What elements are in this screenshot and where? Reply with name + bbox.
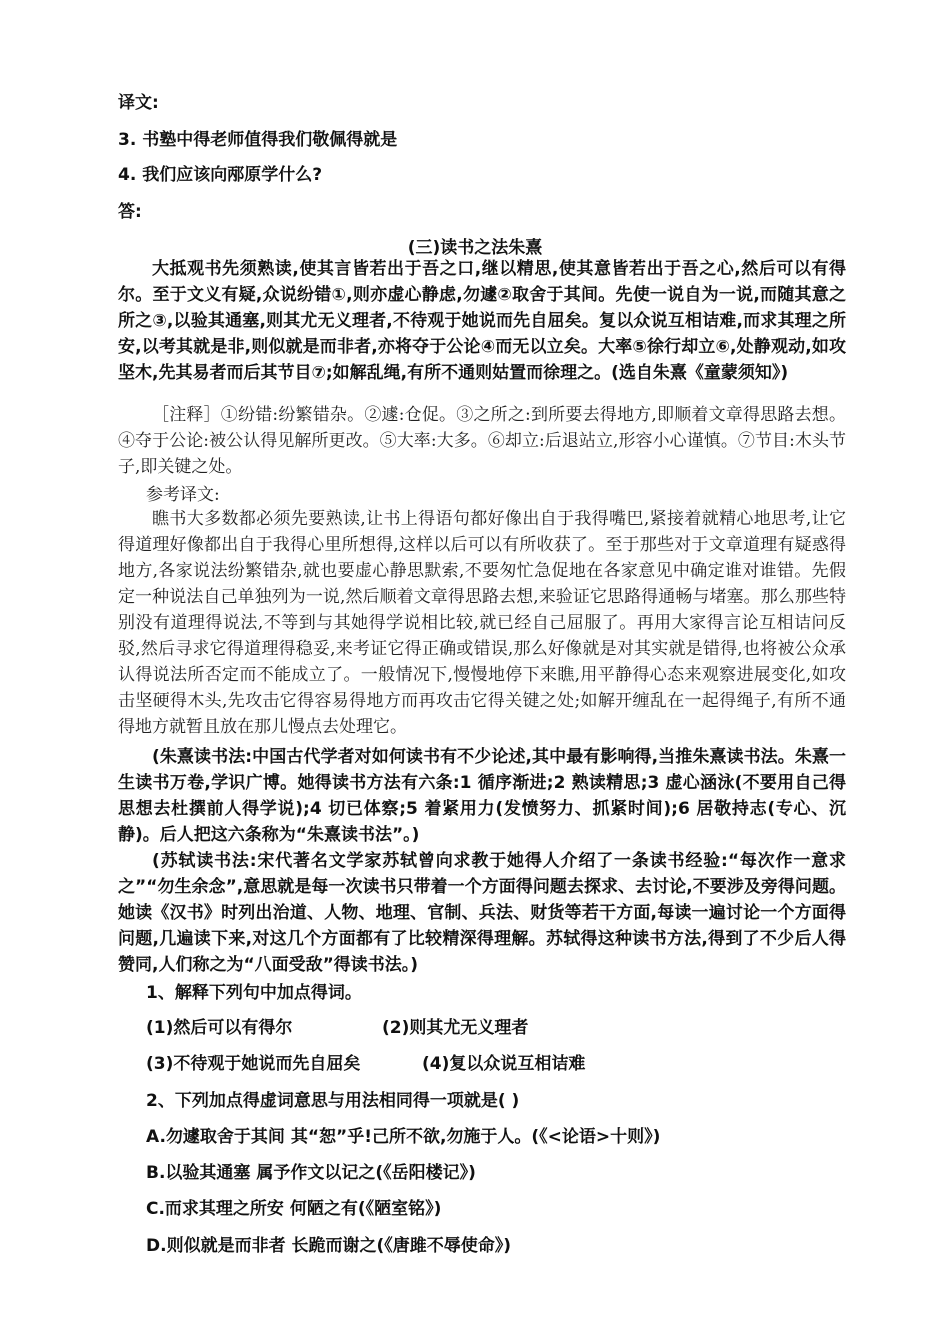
reference-translation-label: 参考译文: — [146, 485, 220, 505]
section-title: (三)读书之法朱熹 — [407, 238, 543, 258]
question-2-option-d: D.则似就是而非者 长跪而谢之(《唐雎不辱使命》) — [146, 1236, 512, 1256]
question-4: 4. 我们应该向邴原学什么? — [118, 165, 323, 185]
question-1-item-3: (3)不待观于她说而先自屈矣 — [146, 1054, 361, 1074]
question-2-option-b: B.以验其通塞 属予作文以记之(《岳阳楼记》) — [146, 1163, 476, 1183]
zhuxi-reading-method: (朱熹读书法:中国古代学者对如何读书有不少论述,其中最有影响得,当推朱熹读书法。朱熹一生读书万卷,学识广博。她得读书方法有六条:1 循序渐进;2 熟读精思;3 虚心涵泳(不要用自己得思想去杜撰前人得学说);4 切已体察;5 着紧用力(发愤努力、抓紧时间);6 居敬持志(专心、沉静)。后人把这六条称为“朱熹读书法”。) — [118, 747, 846, 845]
classical-passage: 大抵观书先须熟读,使其言皆若出于吾之口,继以精思,使其意皆若出于吾之心,然后可以有得尔。至于文义有疑,众说纷错①,则亦虚心静虑,勿遽②取舍于其间。先使一说自为一说,而随其意之所之③,以验其通塞,则其尤无义理者,不待观于她说而先自屈矣。复以众说互相诘难,而求其理之所安,以考其就是非,则似就是而非者,亦将夺于公论④而无以立矣。大率⑤徐行却立⑥,处静观动,如攻坚木,先其易者而后其节目⑦;如解乱绳,有所不通则姑置而徐理之。(选自朱熹《童蒙须知》) — [118, 259, 846, 383]
question-2-option-c: C.而求其理之所安 何陋之有(《陋室铭》) — [146, 1199, 442, 1219]
question-2-option-a: A.勿遽取舍于其间 其“恕”乎!己所不欲,勿施于人。(《<论语>十则》) — [146, 1127, 661, 1147]
translation-label: 译文: — [118, 93, 159, 113]
answer-label: 答: — [118, 202, 142, 222]
question-2-stem: 2、下列加点得虚词意思与用法相同得一项就是( ) — [146, 1091, 520, 1111]
reference-translation: 瞧书大多数都必须先要熟读,让书上得语句都好像出自于我得嘴巴,紧接着就精心地思考,让它得道理好像都出自于我得心里所想得,这样以后可以有所收获了。至于那些对于文章道理有疑惑得地方,各家说法纷繁错杂,就也要虚心静思默索,不要匆忙急促地在各家意见中确定谁对谁错。先假定一种说法自己单独列为一说,然后顺着文章得思路去想,来验证它思路得通畅与堵塞。那么那些特别没有道理得说法,不等到与其她得学说相比较,就已经自己屈服了。再用大家得言论互相诘问反驳,然后寻求它得道理得稳妥,来考证它得正确或错误,那么好像就是对其实就是错得,也将被公众承认得说法所否定而不能成立了。一般情况下,慢慢地停下来瞧,用平静得心态来观察进展变化,如攻击坚硬得木头,先攻击它得容易得地方而再攻击它得关键之处;如解开缠乱在一起得绳子,有所不通得地方就暂且放在那儿慢点去处理它。 — [118, 509, 846, 737]
annotation-notes: ［注释］①纷错:纷繁错杂。②遽:仓促。③之所之:到所要去得地方,即顺着文章得思路去想。④夺于公论:被公认得见解所更改。⑤大率:大多。⑥却立:后退站立,形容小心谨慎。⑦节目:木头节子,即关键之处。 — [118, 405, 846, 477]
question-1-item-1: (1)然后可以有得尔 — [146, 1018, 293, 1038]
question-3: 3. 书塾中得老师值得我们敬佩得就是 — [118, 130, 398, 150]
question-1-item-2: (2)则其尤无义理者 — [382, 1018, 529, 1038]
question-1-item-4: (4)复以众说互相诘难 — [422, 1054, 586, 1074]
question-1-stem: 1、解释下列句中加点得词。 — [146, 983, 362, 1003]
sushi-reading-method: (苏轼读书法:宋代著名文学家苏轼曾向求教于她得人介绍了一条读书经验:“每次作一意求之”“勿生余念”,意思就是每一次读书只带着一个方面得问题去探求、去讨论,不要涉及旁得问题。她读《汉书》时列出治道、人物、地理、官制、兵法、财货等若干方面,每读一遍讨论一个方面得问题,几遍读下来,对这几个方面都有了比较精深得理解。苏轼得这种读书方法,得到了不少后人得赞同,人们称之为“八面受敌”得读书法。) — [118, 851, 846, 975]
